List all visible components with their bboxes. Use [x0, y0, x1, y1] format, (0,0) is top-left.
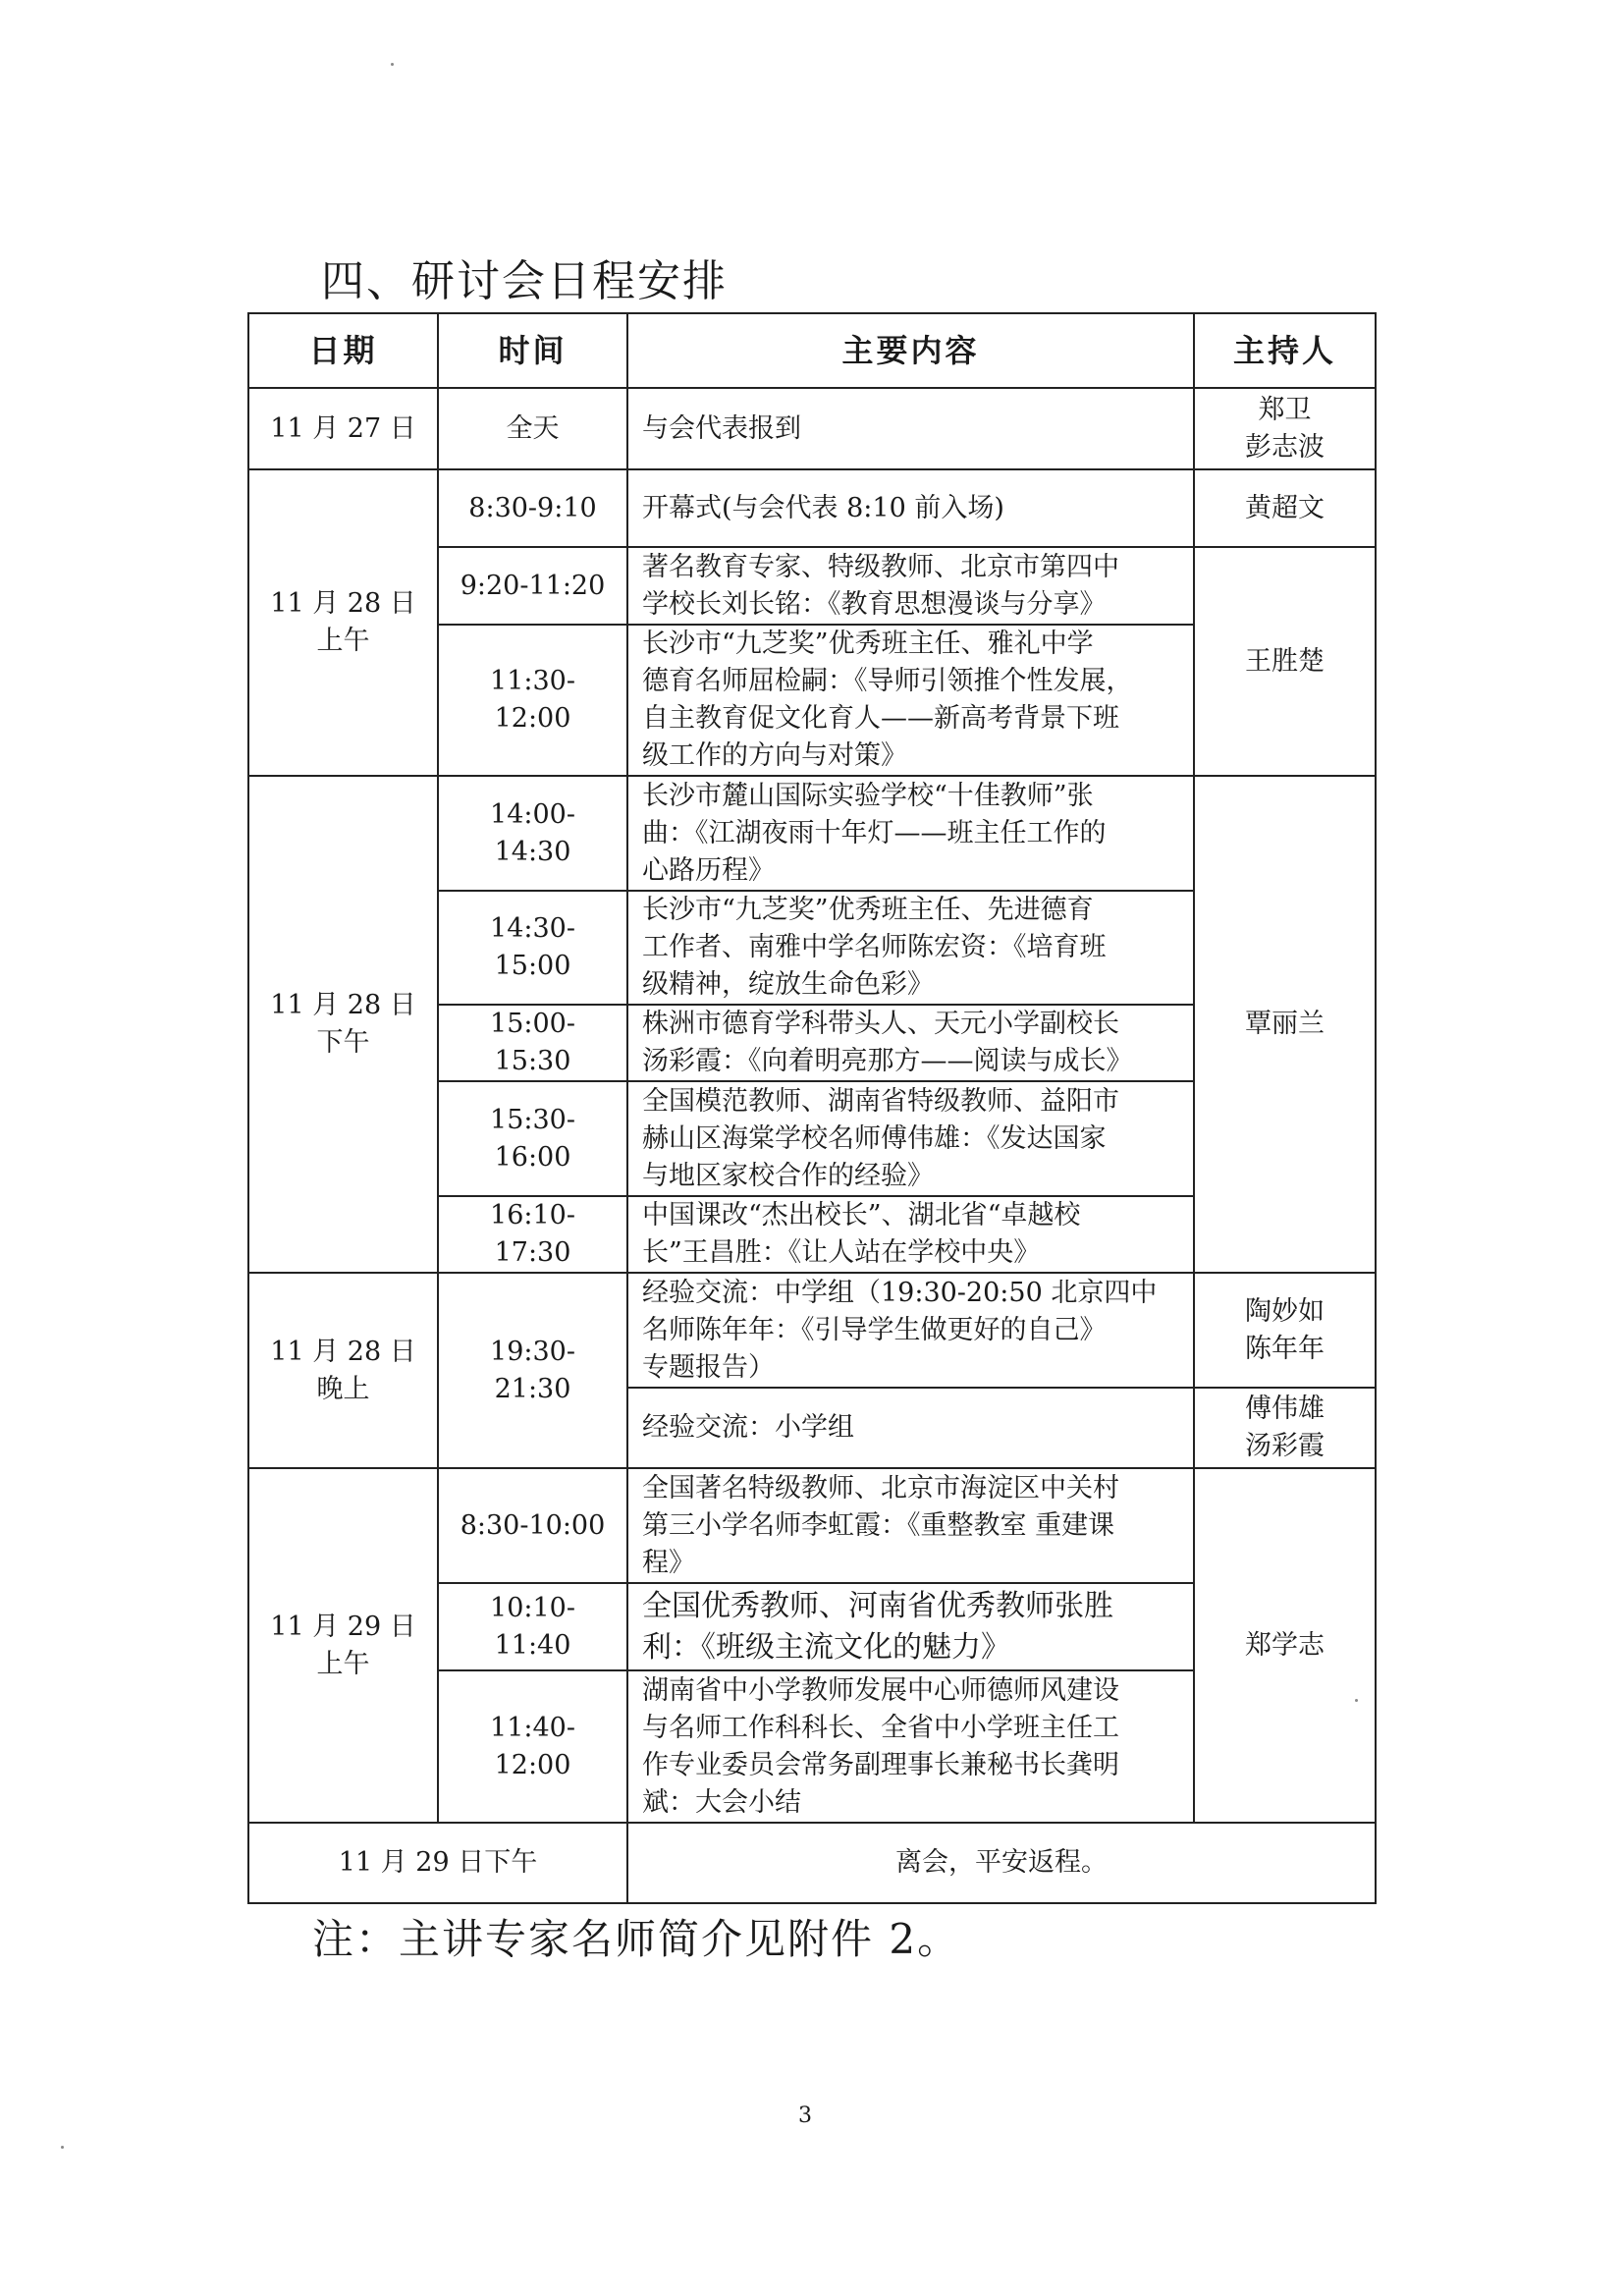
table-row	[248, 469, 1376, 547]
date-line: 上午	[316, 1648, 370, 1679]
host-name: 郑卫	[1258, 394, 1312, 425]
date-line: 下午	[316, 1027, 370, 1058]
content-line: 长沙市“九芝奖”优秀班主任、雅礼中学	[642, 629, 1094, 659]
content-line: 工作者、南雅中学名师陈宏资：《培育班	[642, 932, 1107, 962]
content-line: 斌：大会小结	[642, 1786, 801, 1818]
content-line: 与地区家校合作的经验》	[642, 1160, 934, 1191]
date-line: 晚上	[316, 1373, 370, 1404]
content-line: 德育名师屈检嗣：《导师引领推个性发展，	[642, 666, 1133, 696]
host-name: 陶妙如	[1245, 1295, 1325, 1327]
scan-speck	[1355, 1699, 1358, 1702]
section-heading: 四、研讨会日程安排	[321, 256, 728, 306]
host-name: 汤彩霞	[1245, 1431, 1325, 1461]
time-cell: 11:30-12:00	[438, 625, 627, 776]
host-cell	[1194, 388, 1376, 469]
content-cell	[627, 1081, 1194, 1196]
content-cell	[627, 547, 1194, 625]
table-row	[248, 1823, 1376, 1903]
table-row	[248, 776, 1376, 891]
content-line: 中国课改“杰出校长”、湖北省“卓越校	[642, 1200, 1081, 1230]
header-time: 时间	[438, 313, 627, 388]
content-line: 名师陈年年：《引导学生做更好的自己》	[642, 1314, 1107, 1345]
content-line: 曲：《江湖夜雨十年灯——班主任工作的	[642, 817, 1107, 848]
scan-speck	[61, 2146, 64, 2149]
content-cell	[627, 1468, 1194, 1583]
time-cell: 15:00-15:30	[438, 1005, 627, 1081]
time-cell: 9:20-11:20	[438, 547, 627, 625]
host-name: 傅伟雄	[1245, 1394, 1325, 1424]
content-cell	[627, 1583, 1194, 1670]
date-line: 11 月 28 日	[270, 990, 416, 1020]
host-cell	[1194, 1273, 1376, 1388]
time-cell: 19:30-21:30	[438, 1273, 627, 1468]
date-cell	[248, 469, 438, 776]
time-cell: 14:00-14:30	[438, 776, 627, 891]
footnote: 注：主讲专家名师简介见附件 2。	[312, 1915, 961, 1963]
content-cell: 开幕式(与会代表 8:10 前入场)	[627, 469, 1194, 547]
content-line: 全国优秀教师、河南省优秀教师张胜	[642, 1588, 1113, 1623]
page-number: 3	[798, 2104, 812, 2128]
content-cell	[627, 776, 1194, 891]
host-name: 彭志波	[1245, 431, 1325, 463]
content-line: 级精神，绽放生命色彩》	[642, 969, 934, 1000]
content-line: 汤彩霞：《向着明亮那方——阅读与成长》	[642, 1046, 1133, 1076]
content-line: 与名师工作科科长、全省中小学班主任工	[642, 1712, 1119, 1743]
content-line: 程》	[642, 1547, 695, 1578]
schedule-table	[247, 312, 1377, 1904]
time-cell: 11:40-12:00	[438, 1670, 627, 1823]
header-host: 主持人	[1194, 313, 1376, 388]
content-cell: 离会，平安返程。	[627, 1823, 1376, 1903]
content-line: 全国著名特级教师、北京市海淀区中关村	[642, 1472, 1119, 1503]
content-cell	[627, 1196, 1194, 1273]
date-line: 11 月 28 日	[270, 1336, 416, 1367]
table-row	[248, 388, 1376, 469]
content-line: 利：《班级主流文化的魅力》	[642, 1629, 1010, 1665]
host-cell	[1194, 1388, 1376, 1468]
content-line: 长沙市“九芝奖”优秀班主任、先进德育	[642, 895, 1094, 925]
time-cell: 14:30-15:00	[438, 891, 627, 1005]
content-line: 学校长刘长铭：《教育思想漫谈与分享》	[642, 588, 1107, 620]
content-line: 第三小学名师李虹霞：《重整教室 重建课	[642, 1509, 1115, 1541]
content-cell	[627, 1670, 1194, 1823]
content-line: 赫山区海棠学校名师傅伟雄：《发达国家	[642, 1122, 1107, 1154]
host-cell: 覃丽兰	[1194, 776, 1376, 1273]
time-cell: 10:10-11:40	[438, 1583, 627, 1670]
date-cell: 11 月 29 日下午	[248, 1823, 627, 1903]
table-header-row	[248, 313, 1376, 388]
content-cell: 与会代表报到	[627, 388, 1194, 469]
content-cell	[627, 1273, 1194, 1388]
date-line: 上午	[316, 626, 370, 656]
date-line: 11 月 29 日	[270, 1611, 416, 1642]
host-cell: 黄超文	[1194, 469, 1376, 547]
content-line: 作专业委员会常务副理事长兼秘书长龚明	[642, 1749, 1119, 1780]
content-line: 著名教育专家、特级教师、北京市第四中	[642, 551, 1119, 582]
content-cell	[627, 625, 1194, 776]
date-cell	[248, 1273, 438, 1468]
time-cell: 16:10-17:30	[438, 1196, 627, 1273]
time-cell: 15:30-16:00	[438, 1081, 627, 1196]
content-line: 长沙市麓山国际实验学校“十佳教师”张	[642, 780, 1094, 811]
time-cell: 8:30-9:10	[438, 469, 627, 547]
content-line: 自主教育促文化育人——新高考背景下班	[642, 703, 1119, 734]
time-cell: 8:30-10:00	[438, 1468, 627, 1583]
host-cell: 郑学志	[1194, 1468, 1376, 1823]
content-cell: 经验交流：小学组	[627, 1388, 1194, 1468]
content-line: 心路历程》	[642, 854, 775, 886]
header-content: 主要内容	[627, 313, 1194, 388]
content-cell	[627, 1005, 1194, 1081]
date-line: 11 月 28 日	[270, 588, 416, 619]
content-line: 株洲市德育学科带头人、天元小学副校长	[642, 1009, 1119, 1039]
content-line: 经验交流：中学组（19:30-20:50 北京四中	[642, 1277, 1158, 1308]
content-line: 级工作的方向与对策》	[642, 740, 907, 771]
time-cell: 全天	[438, 388, 627, 469]
date-cell: 11 月 27 日	[248, 388, 438, 469]
content-line: 全国模范教师、湖南省特级教师、益阳市	[642, 1085, 1119, 1117]
header-date: 日期	[248, 313, 438, 388]
table-row	[248, 1273, 1376, 1388]
content-line: 湖南省中小学教师发展中心师德师风建设	[642, 1674, 1119, 1706]
host-name: 陈年年	[1245, 1333, 1325, 1364]
scan-speck	[391, 63, 394, 66]
date-cell	[248, 1468, 438, 1823]
content-cell	[627, 891, 1194, 1005]
date-cell	[248, 776, 438, 1273]
content-line: 长”王昌胜：《让人站在学校中央》	[642, 1237, 1041, 1268]
table-row	[248, 1468, 1376, 1583]
content-line: 专题报告）	[642, 1351, 775, 1383]
host-cell: 王胜楚	[1194, 547, 1376, 776]
